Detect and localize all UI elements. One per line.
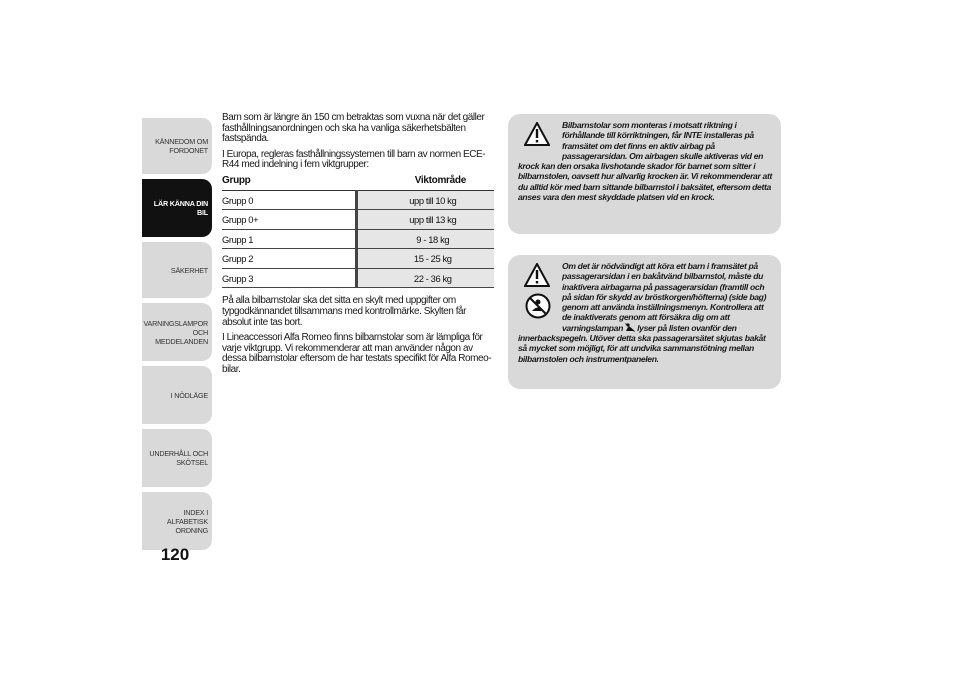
airbag-indicator-icon <box>625 323 635 332</box>
column-header-weight: Viktområde <box>356 173 494 191</box>
warning-triangle-icon <box>524 263 550 287</box>
weight-cell: upp till 10 kg <box>356 190 494 210</box>
tab-index[interactable]: INDEX I ALFABETISK ORDNING <box>142 492 212 550</box>
paragraph-height-rule: Barn som är längre än 150 cm betraktas som vuxna när det gäller fasthållningsanordningen och ska ha vanliga säkerhetsbälten fastspända. <box>222 112 485 145</box>
table-row <box>222 268 494 288</box>
page-number: 120 <box>160 545 190 564</box>
weight-cell: upp till 13 kg <box>356 210 494 230</box>
tab-lar-kanna-din-bil[interactable]: LÄR KÄNNA DIN BIL <box>142 179 212 237</box>
group-cell: Grupp 3 <box>222 268 356 288</box>
weight-cell: 22 - 36 kg <box>356 268 494 288</box>
tab-varningslampor[interactable]: VARNINGSLAMPOR OCH MEDDELANDEN <box>142 303 212 361</box>
table-row <box>222 190 494 210</box>
group-cell: Grupp 2 <box>222 249 356 269</box>
weight-cell: 15 - 25 kg <box>356 249 494 269</box>
warning-text-2-part2: lyser på listen ovanför den innerbackspegeln. Utöver detta ska passagerarsätet skjutas bakåt så mycket som möjligt, för att undvika sammanstötning mellan bilbarnstolen och instrumentpanelen. <box>518 322 766 364</box>
tab-i-nodlage[interactable]: I NÖDLÄGE <box>142 366 212 424</box>
table-row <box>222 210 494 230</box>
paragraph-ece-r44: I Europa, regleras fasthållningssystemen till barn av normen ECE-R44 med indelning i fem viktgrupper: <box>222 148 486 171</box>
warning-box-rear-facing-seat <box>508 114 781 234</box>
warning-box-deactivate-airbag <box>508 255 781 389</box>
warning-triangle-icon <box>524 122 550 146</box>
tab-sakerhet[interactable]: SÄKERHET <box>142 242 212 298</box>
weight-group-table <box>222 173 494 289</box>
main-column <box>222 113 494 381</box>
paragraph-lineaccessori: I Lineaccessori Alfa Romeo finns bilbarnstolar som är lämpliga för varje viktgrupp. Vi rekommenderar att man använder någon av dessa bilbarnstolar eftersom de har testats specifikt för Alfa Romeo-bilar. <box>222 332 492 376</box>
tab-kannedom-om-fordonet[interactable]: KÄNNEDOM OM FORDONET <box>142 118 212 174</box>
warning-icon-group <box>518 120 558 160</box>
group-cell: Grupp 0+ <box>222 210 356 230</box>
tab-underhall[interactable]: UNDERHÅLL OCH SKÖTSEL <box>142 429 212 487</box>
paragraph-approval-label: På alla bilbarnstolar ska det sitta en skylt med uppgifter om typgodkännandet tillsammans med kontrollmärke. Skylten får absolut inte tas bort. <box>222 295 467 328</box>
warning-text-1: Bilbarnstolar som monteras i motsatt riktning i förhållande till körriktningen, får INTE installeras på framsätet om det finns en aktiv airbag på passagerarsidan. Om airbagen skulle aktiveras vid en krock kan den orsaka livshotande skador för barnet som sitter i bilbarnstolen, oavsett hur allvarlig krocken är. Vi rekommenderar att du alltid kör med barn sittande bilbarnstol i baksätet, eftersom detta anses vara den mest skyddade platsen vid en krock. <box>518 120 772 203</box>
group-cell: Grupp 0 <box>222 190 356 210</box>
column-header-group: Grupp <box>222 173 356 191</box>
warning-text-2-part1: Om det är nödvändigt att köra ett barn i framsätet på passagerarsidan i en bakåtvänd bilbarnstol, måste du inaktivera airbagarna på passagerarsidan (framtill och på sidan för skydd av bröstkorgen/höfterna) (side bag) genom att använda inställningsmenyn. Kontrollera att de inaktiverats genom att försäkra dig om att varningslampan <box>562 261 767 333</box>
warning-icon-group <box>518 261 558 327</box>
table-row <box>222 249 494 269</box>
airbag-off-icon <box>525 293 551 319</box>
table-header-row <box>222 173 494 191</box>
weight-cell: 9 - 18 kg <box>356 229 494 249</box>
chapter-tabs <box>142 118 212 555</box>
group-cell: Grupp 1 <box>222 229 356 249</box>
table-row <box>222 229 494 249</box>
